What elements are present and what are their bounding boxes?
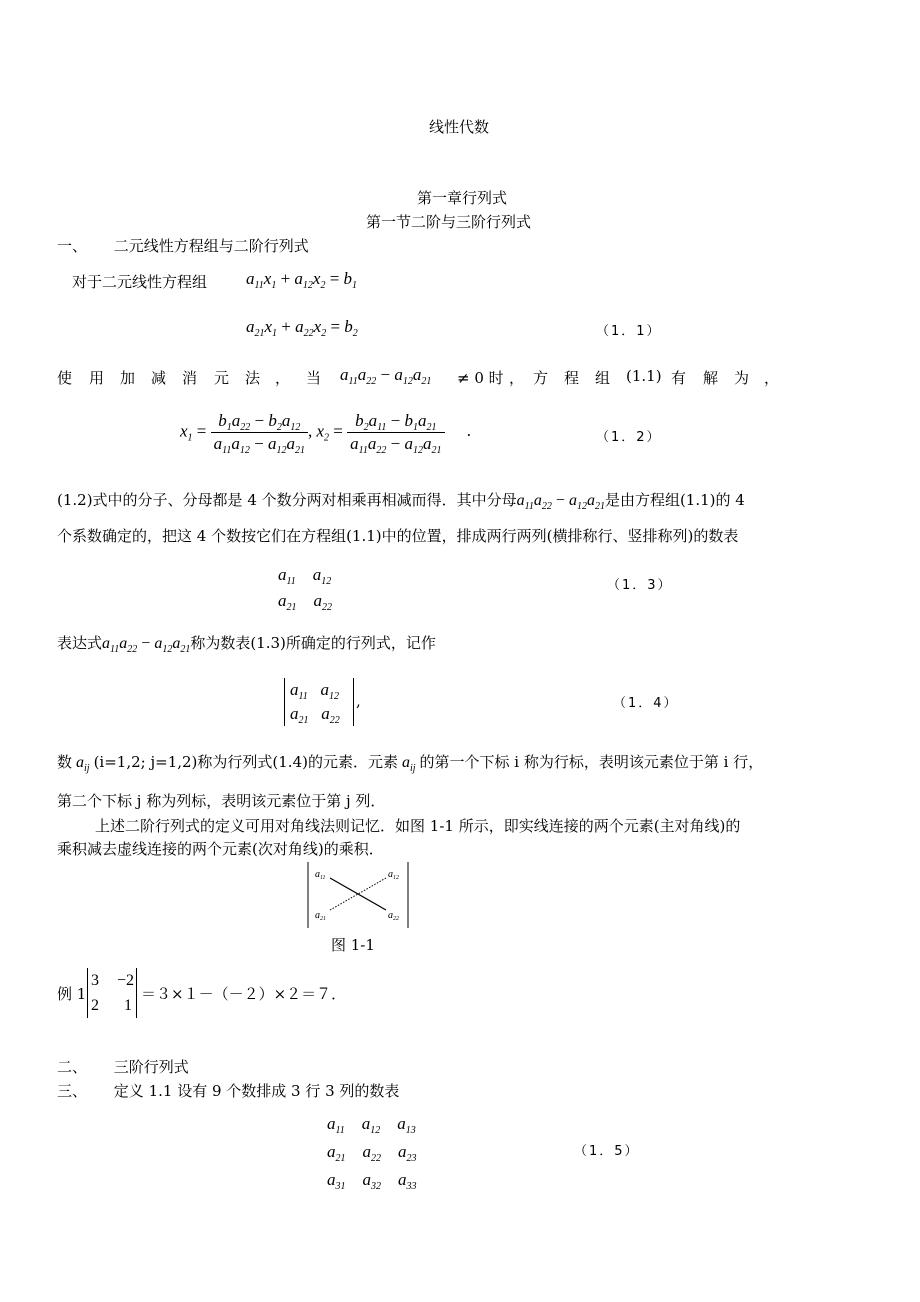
determinant-1-4: $a_{11}$ $a_{12}$ $a_{21}$ $a_{22}$ — [284, 678, 354, 726]
para1-line2: 个系数确定的，把这 4 个数按它们在方程组(1.1)中的位置，排成两行两列(横排称行、竖排称列)的数表 — [57, 527, 739, 545]
heading-1 — [57, 235, 309, 256]
svg-text:a12: $a_{12}$ — [388, 869, 399, 881]
condition-tail: ≠ 0 时 — [457, 369, 504, 387]
example-label: 例 1 — [57, 985, 87, 1003]
svg-text:a11: $a_{11}$ — [315, 869, 326, 881]
para3-line2: 第二个下标 j 称为列标，表明该元素位于第 j 列． — [57, 792, 386, 810]
para2 — [57, 632, 436, 653]
elim-char: 消 — [182, 369, 198, 387]
a-ij-symbol: $a_{ij}$ — [397, 754, 416, 774]
eq-number-1-2: （1．2） — [596, 430, 662, 445]
coef-table: $a_{11}$ $a_{12}$ $a_{21}$ $a_{22}$ — [278, 565, 332, 613]
elim-char: 用 — [89, 369, 105, 387]
det-expr: $a_{11}a_{22} - a_{12}a_{21}$ — [102, 635, 191, 655]
para4-line2: 乘积减去虚线连接的两个元素(次对角线)的乘积． — [57, 840, 384, 858]
matrix-cell: 3 — [91, 972, 99, 989]
elim-char: 当 — [306, 369, 322, 387]
heading-1-text: 二元线性方程组与二阶行列式 — [113, 237, 309, 255]
eq-number-1-3: （1．3） — [607, 578, 673, 593]
matrix-cell: −2 — [116, 972, 134, 989]
svg-text:a21: $a_{21}$ — [315, 910, 326, 922]
para3-line1 — [57, 751, 763, 772]
para1-line1 — [57, 489, 745, 510]
heading-2-num: 二、 — [57, 1058, 88, 1076]
elim-comma: ， — [509, 369, 525, 387]
elim-char: 组 — [595, 369, 611, 387]
para1-line1-b: 是由方程组(1.1)的 4 — [604, 491, 745, 509]
eq-number-1-5: （1．5） — [574, 1144, 640, 1159]
equation-2: $a_{21}x_1 + a_{22}x_2 = b_2$ — [246, 317, 358, 339]
heading-1-num: 一、 — [57, 237, 88, 255]
coef-table-3x3: $a_{11}$ $a_{12}$ $a_{13}$ $a_{21}$ $a_{22}$ $a_{23}$ $a_{31}$ $a_{32}$ $a_{33}$ — [327, 1114, 417, 1192]
elim-char: 为 — [734, 369, 750, 387]
para3-line1-b: (i=1,2; j=1,2)称为行列式(1.4)的元素．元素 — [93, 753, 398, 771]
elim-char: 加 — [120, 369, 136, 387]
elim-char: 解 — [703, 369, 719, 387]
elim-char: 元 — [214, 369, 230, 387]
elim-char: 减 — [151, 369, 167, 387]
equation-1: $a_{11}x_1 + a_{12}x_2 = b_1$ — [246, 269, 358, 291]
figure-caption: 图 1-1 — [331, 936, 375, 954]
svg-text:a22: $a_{22}$ — [388, 910, 399, 922]
para3-line1-c: 的第一个下标 i 称为行标，表明该元素位于第 i 行， — [419, 753, 764, 771]
intro-text: 对于二元线性方程组 — [72, 273, 208, 291]
heading-3-num: 三、 — [57, 1082, 88, 1100]
heading-3-text: 定义 1.1 设有 9 个数排成 3 行 3 列的数表 — [113, 1082, 400, 1100]
solution-formula: $x_1$ = $\frac{b_1a_{22} - b_2a_{12}}{a_{11}a_{12} - a_{12}a_{21}}$ , $x_2$ = $\frac{b_2a_{11} - b_1a_{21}}{a_{11}a_{22} - a_{12}a_{21}}$ . — [180, 411, 471, 456]
eq-number-1-1: （1．1） — [596, 324, 662, 339]
heading-3 — [57, 1080, 399, 1101]
fraction-x2: $\frac{b_2a_{11} - b_1a_{21}}{a_{11}a_{22} - a_{12}a_{21}}$ — [347, 410, 444, 455]
para2-b: 称为数表(1.3)所确定的行列式，记作 — [190, 634, 436, 652]
matrix-cell: 1 — [124, 997, 132, 1014]
para4-line1: 上述二阶行列式的定义可用对角线法则记忆．如图 1-1 所示，即实线连接的两个元素(主对角线)的 — [95, 817, 741, 835]
elim-char: ， — [275, 369, 291, 387]
example-matrix — [87, 968, 137, 1018]
heading-2 — [57, 1056, 189, 1077]
elim-char: 法 — [245, 369, 261, 387]
matrix-cell: 2 — [91, 997, 99, 1014]
diagonal-rule-figure — [306, 860, 410, 930]
elim-char: ， — [764, 369, 780, 387]
para1-line1-a: (1.2)式中的分子、分母都是 4 个数分两对相乘再相减而得．其中分母 — [57, 491, 517, 509]
condition-expr: $a_{11}a_{22} - a_{12}a_{21}$ — [340, 365, 432, 387]
a-ij-symbol: $a_{ij}$ — [72, 754, 90, 774]
elim-char: 使 — [57, 369, 73, 387]
doc-title: 线性代数 — [429, 118, 490, 136]
chapter-title: 第一章行列式 — [417, 189, 508, 207]
elim-char: 有 — [671, 369, 687, 387]
denominator-expr: $a_{11}a_{22} - a_{12}a_{21}$ — [516, 492, 605, 512]
elim-char: 程 — [564, 369, 580, 387]
elim-char: 方 — [533, 369, 549, 387]
det-comma: , — [356, 692, 361, 710]
elim-char: (1.1) — [626, 367, 662, 385]
example-result: ＝３×１－（－２）×２＝７． — [141, 985, 347, 1003]
para2-a: 表达式 — [57, 634, 103, 652]
section-title: 第一节二阶与三阶行列式 — [366, 213, 532, 231]
heading-2-text: 三阶行列式 — [113, 1058, 189, 1076]
eq-number-1-4: （1．4） — [613, 696, 679, 711]
para3-line1-a: 数 — [57, 753, 73, 771]
fraction-x1: $\frac{b_1a_{22} - b_2a_{12}}{a_{11}a_{12} - a_{12}a_{21}}$ — [211, 410, 308, 455]
